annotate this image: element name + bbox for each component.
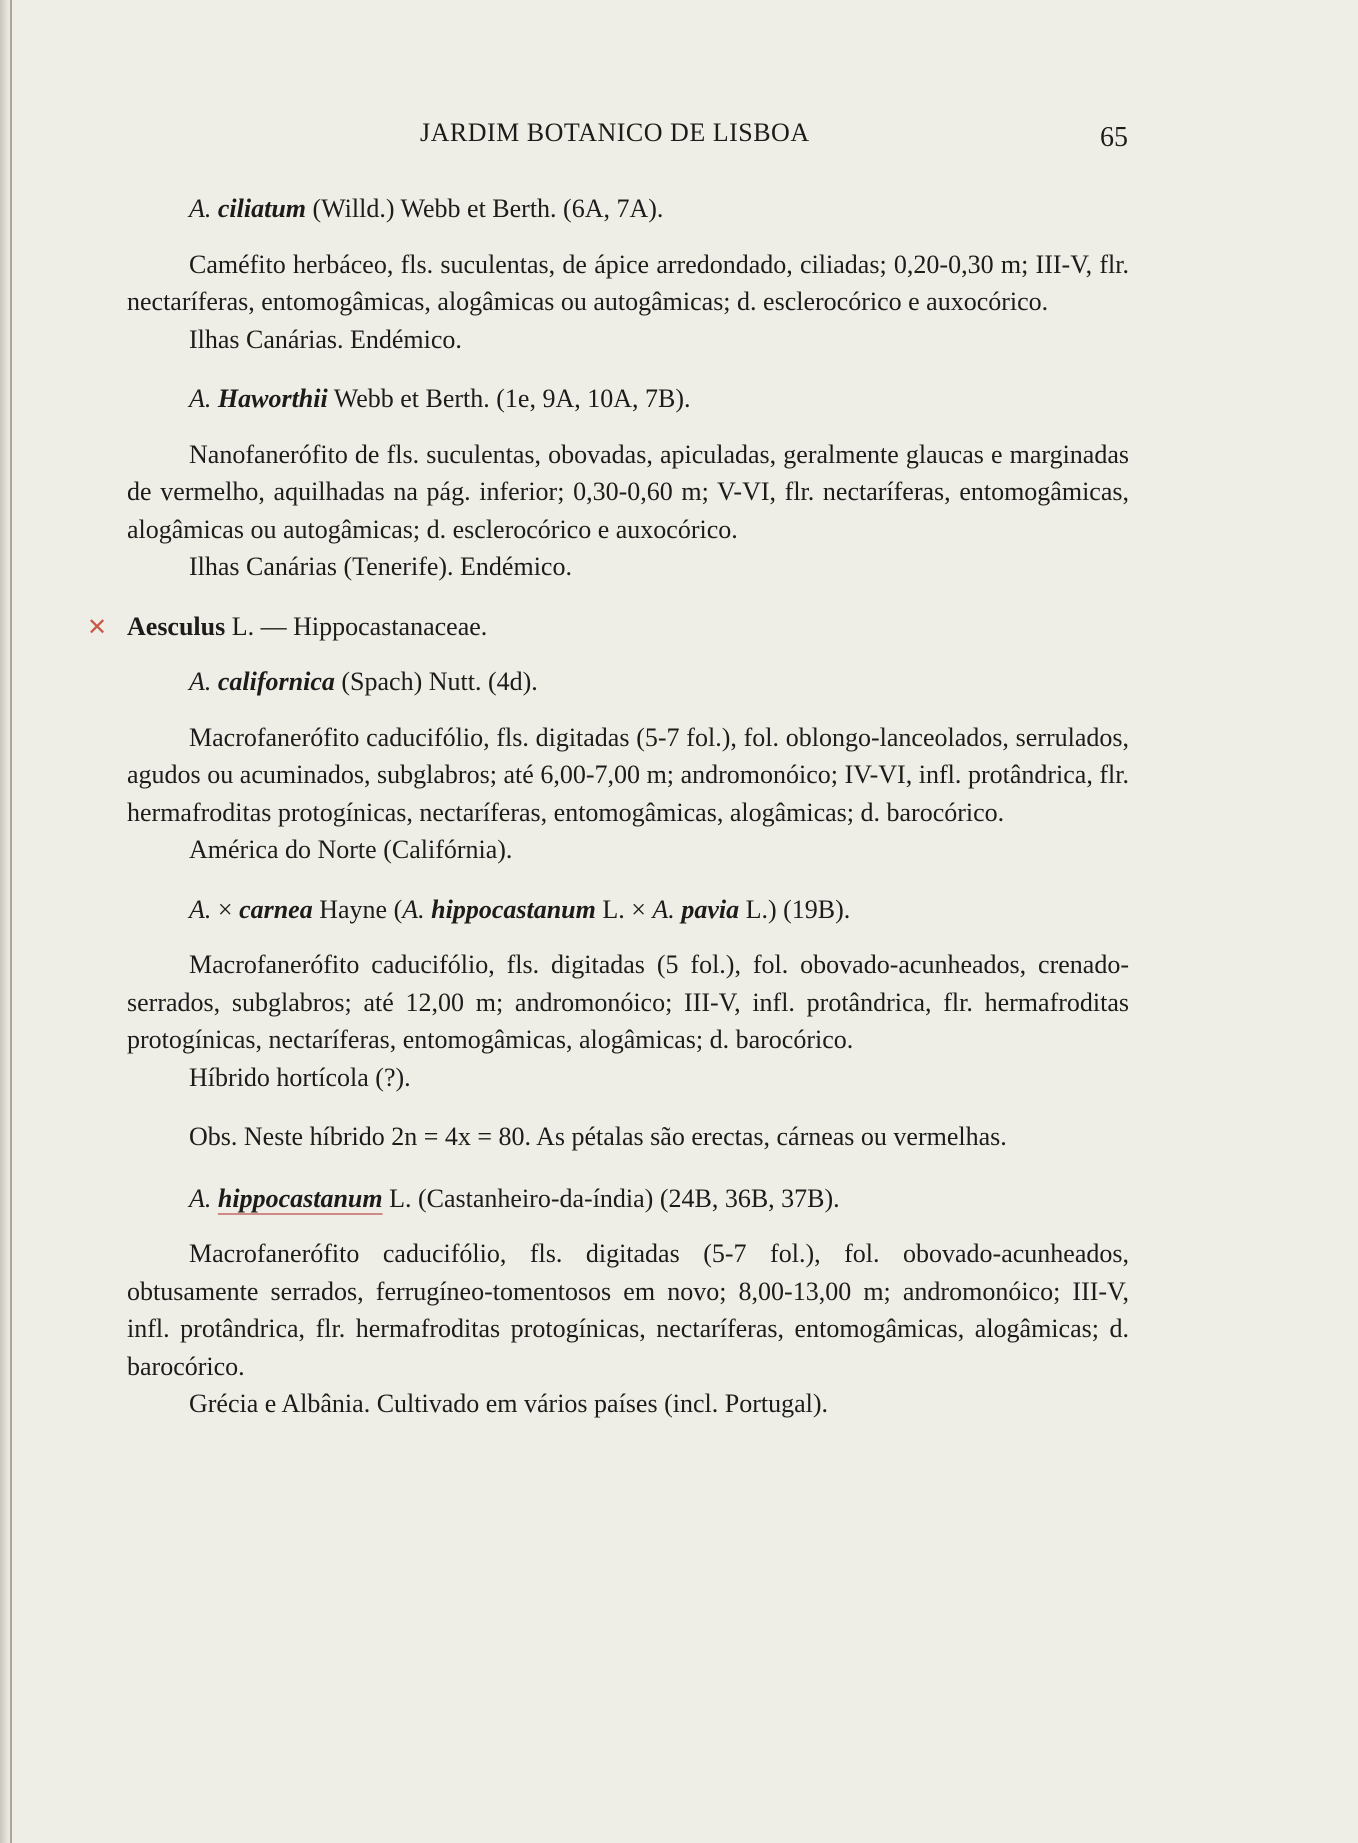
genus-abbr: A. — [189, 384, 212, 413]
species-distribution: Ilhas Canárias. Endémico. — [189, 324, 462, 354]
species-name: californica — [217, 667, 335, 696]
species-name: hippocastanum — [217, 1183, 383, 1213]
species-name: ciliatum — [217, 194, 307, 223]
species-name: carnea — [239, 894, 313, 924]
parent-authority: L. — [602, 894, 625, 924]
parent-genus-abbr: A. — [652, 894, 675, 924]
species-distribution: Grécia e Albânia. Cultivado em vários países (incl. Portugal). — [189, 1389, 828, 1418]
genus-abbr: A. — [189, 667, 212, 696]
species-description: Caméfito herbáceo, fls. suculentas, de ápice arredondado, ciliadas; 0,20-0,30 m; III-V, flr. nectaríferas, entomogâmicas, alogâmicas ou autogâmicas; d. esclerocórico e auxocórico. — [127, 249, 1129, 316]
genus-abbr: A. — [189, 194, 212, 223]
species-description: Macrofanerófito caducifólio, fls. digitadas (5 fol.), fol. obovado-acunheados, crenado-serrados, subglabros; até 12,00 m; andromonóico; III-V, infl. protândrica, flr. hermafroditas protogínicas, nectaríferas, entomogâmicas, alogâmicas; d. barocórico. — [127, 950, 1129, 1054]
species-authority: L. (Castanheiro-da-índia) (24B, 36B, 37B). — [389, 1183, 840, 1213]
species-authority: Hayne ( — [319, 894, 403, 924]
species-heading — [127, 891, 1129, 929]
species-description: Macrofanerófito caducifólio, fls. digitadas (5-7 fol.), fol. oblongo-lanceolados, serrulados, agudos ou acuminados, subglabros; até 6,00-7,00 m; andromonóico; IV-VI, infl. protândrica, flr. hermafroditas protogínicas, nectaríferas, entomogâmicas, alogâmicas; d. barocórico. — [127, 722, 1129, 827]
genus-family: L. — Hippocastanaceae. — [231, 611, 488, 641]
genus-abbr: A. — [189, 1183, 212, 1213]
species-heading — [127, 380, 1129, 418]
handwritten-cross-mark: ✕ — [87, 614, 108, 641]
species-heading — [127, 1180, 1129, 1218]
parent-species-name: pavia — [681, 894, 740, 924]
species-distribution: Ilhas Canárias (Tenerife). Endémico. — [189, 552, 572, 581]
genus-abbr: A. — [189, 894, 212, 924]
species-distribution: América do Norte (Califórnia). — [189, 835, 513, 864]
page-content — [87, 190, 1129, 1423]
species-observation: Obs. Neste híbrido 2n = 4x = 80. As pétalas são erectas, cárneas ou vermelhas. — [189, 1122, 1007, 1151]
parent-genus-abbr: A. — [402, 894, 425, 924]
species-name: Haworthii — [217, 384, 328, 413]
species-description: Nanofanerófito de fls. suculentas, obovadas, apiculadas, geralmente glaucas e marginadas de vermelho, aquilhadas na pág. inferior; 0,30-0,60 m; V-VI, flr. nectaríferas, entomogâmicas, alogâmicas ou autogâmicas; d. esclerocórico e auxocórico. — [127, 439, 1129, 544]
species-authority: (Willd.) Webb et Berth. (6A, 7A). — [312, 194, 664, 223]
page-header — [0, 118, 1358, 158]
hybrid-sign: × — [631, 894, 646, 924]
parent-authority: L.) (19B). — [745, 894, 851, 924]
running-title: JARDIM BOTANICO DE LISBOA — [420, 118, 810, 147]
genus-name: Aesculus — [127, 611, 226, 641]
species-heading — [127, 663, 1129, 701]
species-description: Macrofanerófito caducifólio, fls. digitadas (5-7 fol.), fol. obovado-acunheados, obtusamente serrados, ferrugíneo-tomentosos em novo; 8,00-13,00 m; andromonóico; III-V, infl. protândrica, flr. hermafroditas protogínicas, nectaríferas, entomogâmicas, alogâmicas; d. barocórico. — [127, 1239, 1129, 1381]
species-distribution: Híbrido hortícola (?). — [189, 1062, 411, 1092]
page-binding-line — [10, 0, 12, 1843]
parent-species-name: hippocastanum — [431, 894, 596, 924]
genus-heading — [87, 608, 1129, 646]
species-heading — [127, 190, 1129, 228]
page-number: 65 — [1100, 122, 1128, 153]
species-authority: (Spach) Nutt. (4d). — [341, 667, 538, 696]
hybrid-sign: × — [217, 894, 233, 924]
species-authority: Webb et Berth. (1e, 9A, 10A, 7B). — [333, 384, 691, 413]
